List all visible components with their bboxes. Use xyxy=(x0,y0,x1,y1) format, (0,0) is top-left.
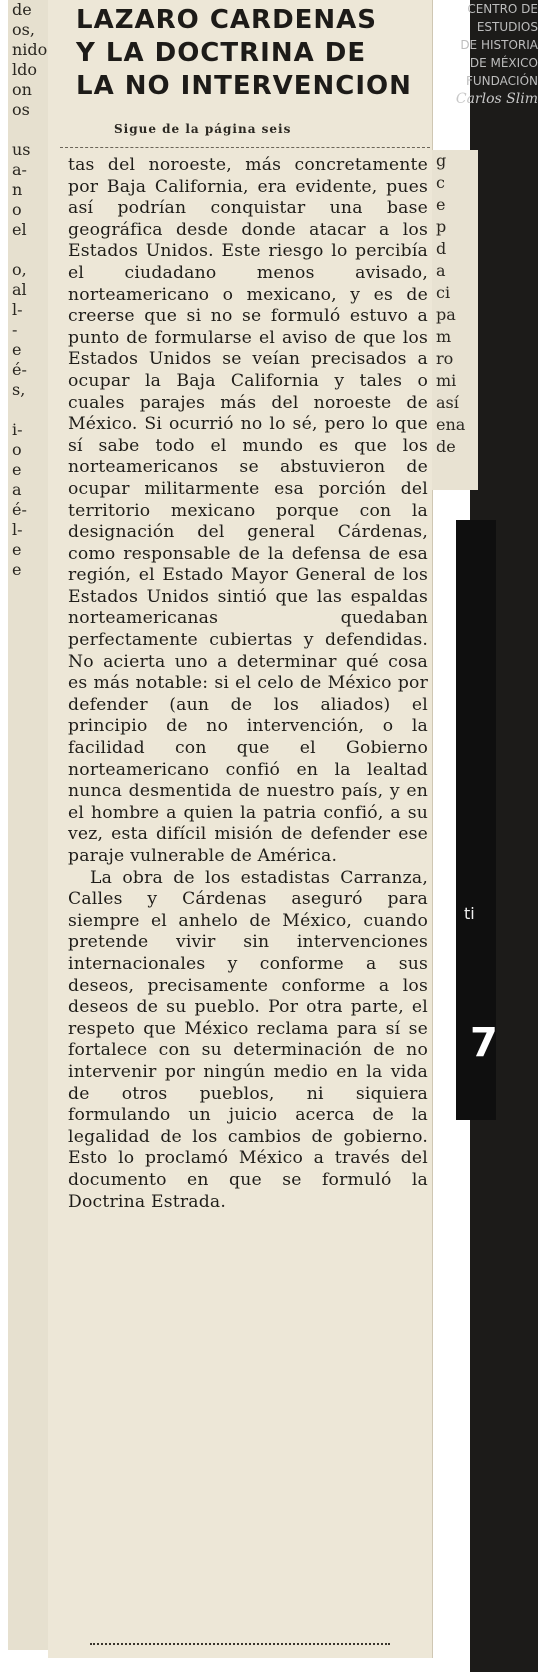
left-column-fragment: us xyxy=(12,140,31,159)
left-column-fragment: a- xyxy=(12,160,27,179)
left-column-fragment: o xyxy=(12,200,22,219)
watermark-line-5: FUNDACIÓN xyxy=(465,74,538,88)
left-column-fragment: nido xyxy=(12,40,48,59)
right-column-fragment: ena xyxy=(436,415,466,434)
left-adjacent-column xyxy=(8,0,48,1650)
headline-line-2: Y LA DOCTRINA DE xyxy=(76,38,367,68)
right-column-fragment: ro xyxy=(436,349,454,368)
bottom-dotted-rule xyxy=(90,1643,390,1645)
left-column-fragment xyxy=(8,120,48,140)
right-column-fragment: e xyxy=(436,195,446,214)
headline xyxy=(76,4,436,103)
left-column-fragment: on xyxy=(12,80,32,99)
headline-line-3: LA NO INTERVENCION xyxy=(76,71,412,101)
right-column-fragment: m xyxy=(436,327,452,346)
left-column-fragment: de xyxy=(12,0,32,19)
left-column-fragment: e xyxy=(12,460,22,479)
dark-printed-block xyxy=(456,520,496,1120)
left-column-fragment: s, xyxy=(12,380,26,399)
paragraph-2: La obra de los estadistas Carranza, Calles y Cárdenas aseguró para siempre el anhelo de México, cuando pretende vivir sin intervenciones internacionales y conforme a sus deseos, precisamente conforme a los deseos de su pueblo. Por otra parte, el respeto que México reclama para sí se fortalece con su determinación de no intervenir por ningún medio en la vida de otros pueblos, ni siquiera formulando un juicio acerca de la legalidad de los cambios de gobierno. Esto lo proclamó México a través del documento en que se formuló la Doctrina Estrada. xyxy=(68,867,428,1212)
article-body xyxy=(68,155,428,1213)
archive-watermark xyxy=(440,0,538,130)
left-column-fragment: e xyxy=(12,540,22,559)
dark-block-fragment: ti xyxy=(464,904,475,923)
right-column-fragment: ci xyxy=(436,283,451,302)
headline-line-1: LAZARO CARDENAS xyxy=(76,5,378,35)
watermark-line-3: DE HISTORIA xyxy=(460,38,538,52)
left-column-fragment: e xyxy=(12,560,22,579)
right-column-fragment: mi xyxy=(436,371,457,390)
dark-block-numeral: 7 xyxy=(470,1020,498,1066)
right-column-fragment: de xyxy=(436,437,456,456)
left-column-fragment: al xyxy=(12,280,27,299)
newspaper-clipping xyxy=(48,0,432,1658)
left-column-fragment: l- xyxy=(12,300,23,319)
right-column-fragment: g xyxy=(436,151,447,170)
left-column-fragment: o xyxy=(12,440,22,459)
left-column-fragment: l- xyxy=(12,520,23,539)
watermark-line-4: DE MÉXICO xyxy=(469,56,538,70)
left-column-fragment: os xyxy=(12,100,30,119)
left-column-fragment: é- xyxy=(12,500,27,519)
right-column-fragment: c xyxy=(436,173,445,192)
divider-rule xyxy=(60,147,430,148)
paragraph-1: tas del noroeste, más concretamente por Baja California, era evidente, pues así podrían conquistar una base geográfica desde donde atacar a los Estados Unidos. Este riesgo lo percibía el ciudadano menos avisado, norteamericano o mexicano, y es de creerse que si no se formuló estuvo a punto de formularse el aviso de que los Estados Unidos se veían precisados a ocupar la Baja California y tales o cuales parajes más del noroeste de México. Si ocurrió no lo sé, pero lo que sí sabe todo el mundo es que los norteamericanos se abstuvieron de ocupar militarmente esa porción del territorio mexicano porque con la designación del general Cárdenas, como responsable de la defensa de esa región, el Estado Mayor General de los Estados Unidos sintió que las espaldas norteamericanas quedaban perfectamente cubiertas y defendidas. No acierta uno a determinar qué cosa es más notable: si el celo de México por defender (aun de los aliados) el principio de no intervención, o la facilidad con que el Gobierno norteamericano confió en la lealtad nunca desmentida de nuestro país, y en el hombre a quien la patria confió, a su vez, esta difícil misión de defender ese paraje vulnerable de América. xyxy=(68,155,428,866)
left-column-fragment: el xyxy=(12,220,27,239)
left-column-fragment: a xyxy=(12,480,22,499)
left-column-fragment xyxy=(8,400,48,420)
watermark-signature: Carlos Slim xyxy=(455,91,538,107)
left-column-fragment: i- xyxy=(12,420,23,439)
right-column-fragment: d xyxy=(436,239,447,258)
right-adjacent-column xyxy=(432,150,478,490)
watermark-line-2: ESTUDIOS xyxy=(476,20,538,34)
left-column-fragment: - xyxy=(12,320,18,339)
left-column-fragment: e xyxy=(12,340,22,359)
left-column-fragment: é- xyxy=(12,360,27,379)
left-column-fragment: n xyxy=(12,180,23,199)
right-column-fragment: a xyxy=(436,261,446,280)
left-column-fragment: ldo xyxy=(12,60,37,79)
left-column-fragment xyxy=(8,240,48,260)
right-column-fragment: p xyxy=(436,217,447,236)
left-column-fragment: os, xyxy=(12,20,35,39)
right-column-fragment: pa xyxy=(436,305,456,324)
continuation-note: Sigue de la página seis xyxy=(114,122,292,136)
left-column-fragment: o, xyxy=(12,260,27,279)
right-column-fragment: así xyxy=(436,393,459,412)
watermark-line-1: CENTRO DE xyxy=(467,2,538,16)
